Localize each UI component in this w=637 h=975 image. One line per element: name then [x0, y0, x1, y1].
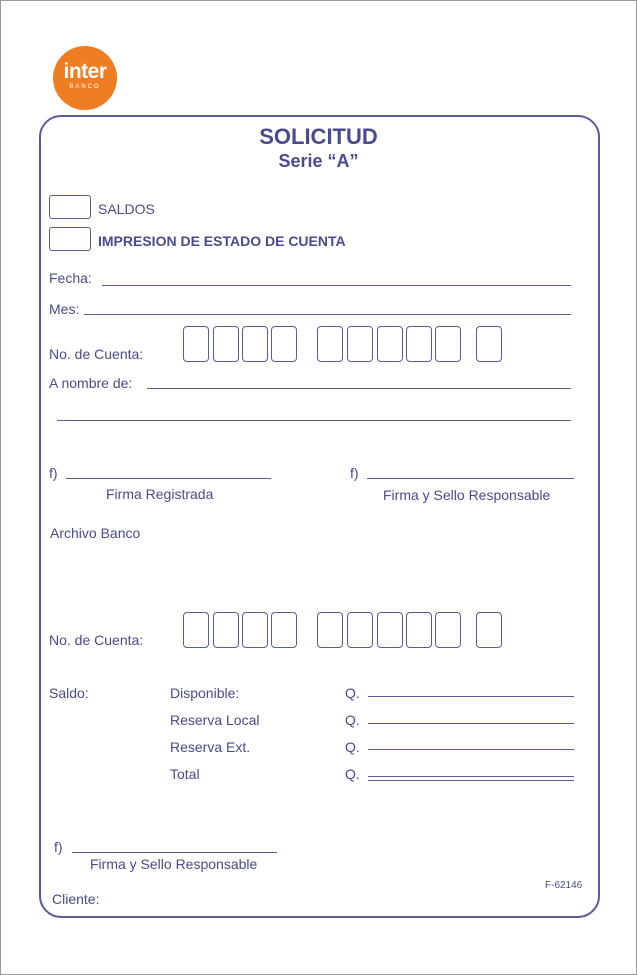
account-digit-box[interactable] [271, 326, 297, 362]
account-digit-box[interactable] [242, 326, 268, 362]
account-digit-box[interactable] [183, 612, 209, 648]
estado-cuenta-checkbox[interactable] [49, 227, 91, 251]
fecha-label: Fecha: [49, 270, 92, 286]
inter-banco-logo [53, 46, 117, 110]
saldo-label: Saldo: [49, 685, 89, 701]
form-title: SOLICITUD [259, 124, 378, 149]
account-digit-box[interactable] [271, 612, 297, 648]
account-digit-box[interactable] [406, 326, 432, 362]
cuenta-label: No. de Cuenta: [49, 632, 144, 648]
account-digit-box[interactable] [183, 326, 209, 362]
archivo-banco-label: Archivo Banco [50, 525, 141, 541]
firma-registrada-line[interactable] [66, 478, 271, 479]
account-digit-box[interactable] [377, 326, 403, 362]
saldos-checkbox[interactable] [49, 195, 91, 219]
firma-registrada-label: Firma Registrada [106, 486, 214, 502]
account-digit-box[interactable] [213, 612, 239, 648]
estado-cuenta-label: IMPRESION DE ESTADO DE CUENTA [98, 233, 346, 249]
logo-subtitle: BANCO [69, 84, 101, 90]
account-digit-box[interactable] [377, 612, 403, 648]
f-mark: f) [49, 465, 58, 481]
logo-wordmark: inter [63, 60, 107, 83]
account-digit-box[interactable] [406, 612, 432, 648]
nombre-label: A nombre de: [49, 375, 133, 391]
firma-sello-label: Firma y Sello Responsable [383, 487, 551, 503]
disponible-amount-line[interactable] [368, 696, 574, 697]
account-digit-box[interactable] [476, 326, 502, 362]
firma-sello-bottom-line[interactable] [72, 852, 277, 853]
total-label: Total [170, 766, 200, 782]
disponible-label: Disponible: [170, 685, 240, 701]
reserva-local-amount-line[interactable] [368, 723, 574, 724]
cuenta-label: No. de Cuenta: [49, 346, 144, 362]
mes-label: Mes: [49, 301, 80, 317]
account-digit-box[interactable] [317, 612, 343, 648]
nombre-field-line-2[interactable] [57, 420, 571, 421]
account-digit-box[interactable] [347, 612, 373, 648]
account-digit-box[interactable] [317, 326, 343, 362]
total-double-underline [368, 780, 574, 781]
currency-label: Q. [345, 766, 360, 782]
f-mark: f) [54, 839, 63, 855]
nombre-field[interactable] [147, 388, 571, 389]
account-digit-box[interactable] [435, 326, 461, 362]
mes-field[interactable] [84, 314, 571, 315]
cliente-label: Cliente: [52, 891, 100, 907]
saldos-label: SALDOS [98, 201, 155, 217]
reserva-ext-amount-line[interactable] [368, 749, 574, 750]
account-digit-box[interactable] [435, 612, 461, 648]
firma-sello-line[interactable] [367, 478, 574, 479]
fecha-field[interactable] [102, 285, 571, 286]
currency-label: Q. [345, 739, 360, 755]
account-digit-box[interactable] [213, 326, 239, 362]
reserva-ext-label: Reserva Ext. [170, 739, 251, 755]
form-code: F-62146 [545, 880, 583, 891]
currency-label: Q. [345, 685, 360, 701]
currency-label: Q. [345, 712, 360, 728]
account-digit-box[interactable] [347, 326, 373, 362]
form-subtitle: Serie “A” [278, 151, 359, 171]
reserva-local-label: Reserva Local [170, 712, 260, 728]
f-mark: f) [350, 465, 359, 481]
account-digit-box[interactable] [476, 612, 502, 648]
total-amount-line[interactable] [368, 776, 574, 777]
account-digit-box[interactable] [242, 612, 268, 648]
firma-sello-bottom-label: Firma y Sello Responsable [90, 856, 258, 872]
